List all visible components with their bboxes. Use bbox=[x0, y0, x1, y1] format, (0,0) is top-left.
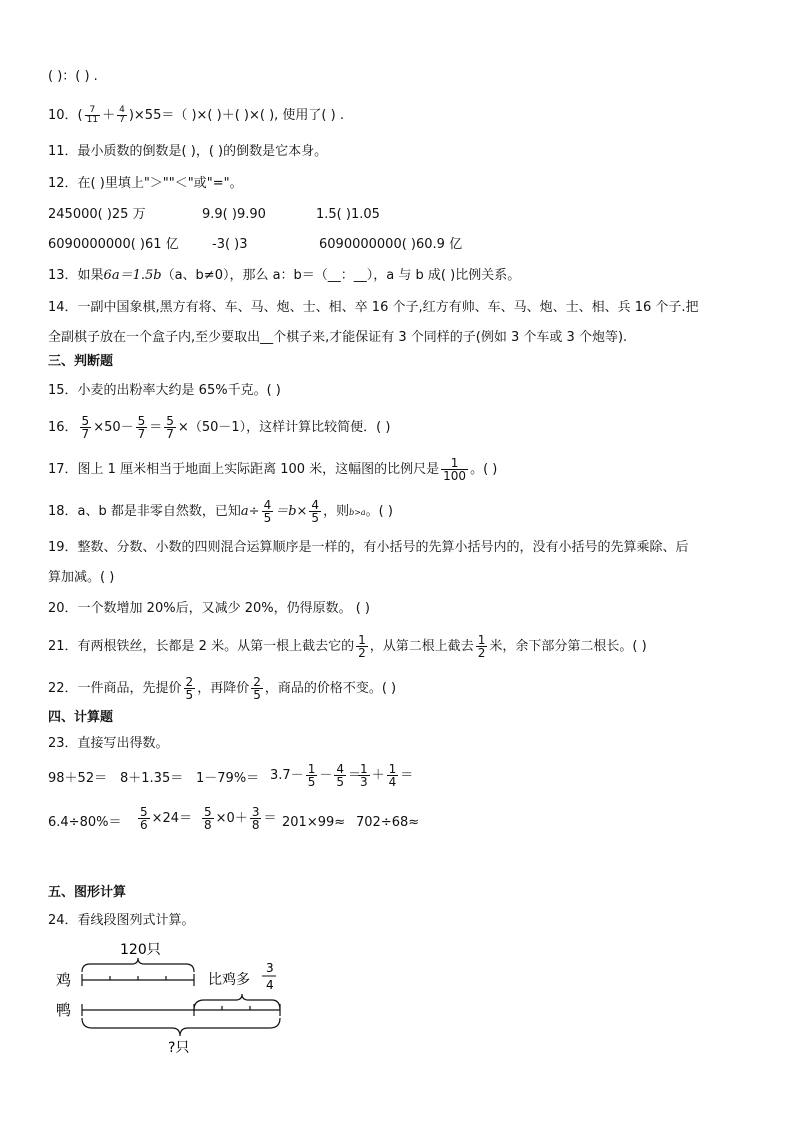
bottom-total: ?只 bbox=[168, 1040, 190, 1056]
question-19-line2: 算加减。( ) bbox=[48, 570, 115, 585]
calc-4: 3.7－ $\frac{1}{5}$ － $\frac{4}{5}$ ＝ bbox=[270, 762, 361, 789]
question-11: 11．最小质数的倒数是( )，( )的倒数是它本身。 bbox=[48, 144, 328, 159]
more-frac-n: 3 bbox=[266, 961, 274, 975]
question-13: 13．如果6a＝1.5b（a、b≠0），那么 a：b＝（__：__），a 与 b 成( )比例关系。 bbox=[48, 268, 521, 283]
q12-r1c2: 9.9( )9.90 bbox=[202, 207, 266, 222]
q12-r2c2: -3( )3 bbox=[212, 237, 248, 252]
question-21: 21．有两根铁丝，长都是 2 米。从第一根上截去它的 $\frac{1}{2}$ ，从第二根上截去 $\frac{1}{2}$ 米，余下部分第二根长。( ) bbox=[48, 633, 647, 660]
section-4-heading: 四、计算题 bbox=[48, 710, 114, 725]
question-20: 20．一个数增加 20%后，又减少 20%，仍得原数。 ( ) bbox=[48, 601, 371, 616]
top-brace bbox=[82, 958, 194, 972]
label-chicken: 鸡 bbox=[56, 971, 72, 989]
section-3-heading: 三、判断题 bbox=[48, 354, 114, 369]
calc-10: 702÷68≈ bbox=[356, 815, 420, 830]
section-5-heading: 五、图形计算 bbox=[48, 885, 127, 900]
question-16: 16． $\frac{5}{7}$ ×50－ $\frac{5}{7}$ ＝ $\frac{5}{7}$ ×（50－1），这样计算比较简便．( ) bbox=[48, 414, 391, 441]
more-frac-d: 4 bbox=[266, 978, 274, 992]
calc-5: $\frac{1}{3}$ ＋ $\frac{1}{4}$ ＝ bbox=[360, 762, 414, 789]
question-17: 17．图上 1 厘米相当于地面上实际距离 100 米，这幅图的比例尺是 $\frac{1}{100}$ 。( ) bbox=[48, 456, 498, 483]
more-text: 比鸡多 bbox=[208, 972, 250, 988]
question-14-line2: 全副棋子放在一个盒子内,至少要取出__个棋子来,才能保证有 3 个同样的子(例如 3 个车或 3 个炮等). bbox=[48, 330, 628, 345]
q12-r1c3: 1.5( )1.05 bbox=[316, 207, 380, 222]
bottom-brace bbox=[82, 1018, 280, 1036]
question-23: 23．直接写出得数。 bbox=[48, 736, 169, 751]
question-24: 24．看线段图列式计算。 bbox=[48, 913, 195, 928]
question-10: 10．( $\frac{7}{11}$ ＋ $\frac{4}{7}$ )×55＝（ )×( )＋( )×( ), 使用了( ) . bbox=[48, 105, 344, 125]
segment-diagram bbox=[0, 940, 794, 1060]
question-14-line1: 14．一副中国象棋,黑方有将、车、马、炮、士、相、卒 16 个子,红方有帅、车、马、炮、士、相、兵 16 个子.把 bbox=[48, 300, 699, 315]
calc-8: $\frac{5}{8}$ ×0＋ $\frac{3}{8}$ ＝ bbox=[204, 805, 277, 832]
question-19-line1: 19．整数、分数、小数的四则混合运算顺序是一样的，有小括号的先算小括号内的，没有小括号的先算乘除、后 bbox=[48, 540, 689, 555]
q12-r2c1: 6090000000( )61 亿 bbox=[48, 237, 179, 252]
question-12: 12．在( )里填上"＞""＜"或"="。 bbox=[48, 176, 243, 191]
q12-r1c1: 245000( )25 万 bbox=[48, 207, 146, 222]
label-duck: 鸭 bbox=[56, 1001, 72, 1019]
question-22: 22．一件商品，先提价 $\frac{2}{5}$ ，再降价 $\frac{2}{5}$ ，商品的价格不变。( ) bbox=[48, 675, 397, 702]
calc-3: 1－79%＝ bbox=[196, 771, 260, 786]
question-18: 18．a、b 都是非零自然数，已知a÷ $\frac{4}{5}$ ＝b× $\frac{4}{5}$ ，则b>a。( ) bbox=[48, 498, 393, 525]
q12-r2c3: 6090000000( )60.9 亿 bbox=[319, 237, 463, 252]
calc-1: 98＋52＝ bbox=[48, 771, 108, 786]
calc-7: $\frac{5}{6}$ ×24＝ bbox=[140, 805, 193, 832]
calc-9: 201×99≈ bbox=[282, 815, 346, 830]
calc-6: 6.4÷80%＝ bbox=[48, 815, 122, 830]
question-15: 15．小麦的出粉率大约是 65%千克。( ) bbox=[48, 383, 281, 398]
calc-2: 8＋1.35＝ bbox=[120, 771, 184, 786]
extra-brace bbox=[194, 994, 280, 1010]
line-0: ( )：( ) . bbox=[48, 69, 98, 84]
top-total: 120只 bbox=[120, 942, 161, 958]
